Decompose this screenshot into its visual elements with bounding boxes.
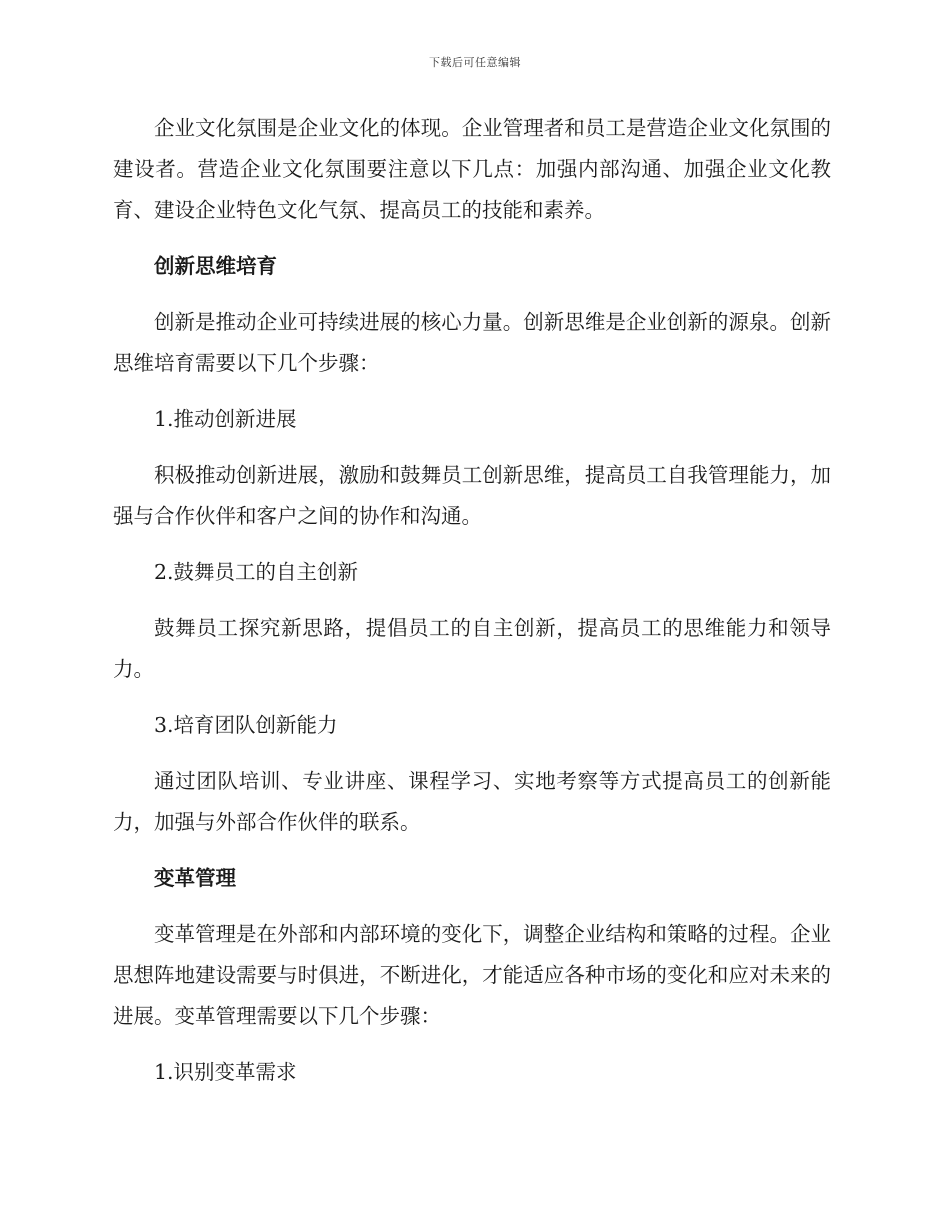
- paragraph-culture-atmosphere: 企业文化氛围是企业文化的体现。企业管理者和员工是营造企业文化氛围的建设者。营造企业文化氛围要注意以下几点：加强内部沟通、加强企业文化教育、建设企业特色文化气氛、提高员工的技能和素养。: [113, 116, 831, 222]
- section-heading-change-management: 变革管理: [154, 866, 236, 890]
- step-heading-identify-change: 1.识别变革需求: [154, 1060, 297, 1084]
- paragraph-innovation-intro: 创新是推动企业可持续进展的核心力量。创新思维是企业创新的源泉。创新思维培育需要以下几个步骤：: [113, 310, 831, 375]
- page-header: 下载后可任意编辑: [429, 56, 521, 69]
- section-heading-innovation: 创新思维培育: [154, 254, 277, 278]
- paragraph-step-2: 鼓舞员工探究新思路，提倡员工的自主创新，提高员工的思维能力和领导力。: [113, 616, 831, 681]
- step-heading-2: 2.鼓舞员工的自主创新: [154, 560, 359, 584]
- paragraph-step-1: 积极推动创新进展，激励和鼓舞员工创新思维，提高员工自我管理能力，加强与合作伙伴和客户之间的协作和沟通。: [113, 463, 831, 528]
- paragraph-change-management-intro: 变革管理是在外部和内部环境的变化下，调整企业结构和策略的过程。企业思想阵地建设需要与时俱进，不断进化，才能适应各种市场的变化和应对未来的进展。变革管理需要以下几个步骤：: [113, 922, 831, 1028]
- step-heading-1: 1.推动创新进展: [154, 407, 297, 431]
- paragraph-step-3: 通过团队培训、专业讲座、课程学习、实地考察等方式提高员工的创新能力，加强与外部合作伙伴的联系。: [113, 769, 831, 834]
- document-body: [113, 108, 831, 1108]
- step-heading-3: 3.培育团队创新能力: [154, 713, 338, 737]
